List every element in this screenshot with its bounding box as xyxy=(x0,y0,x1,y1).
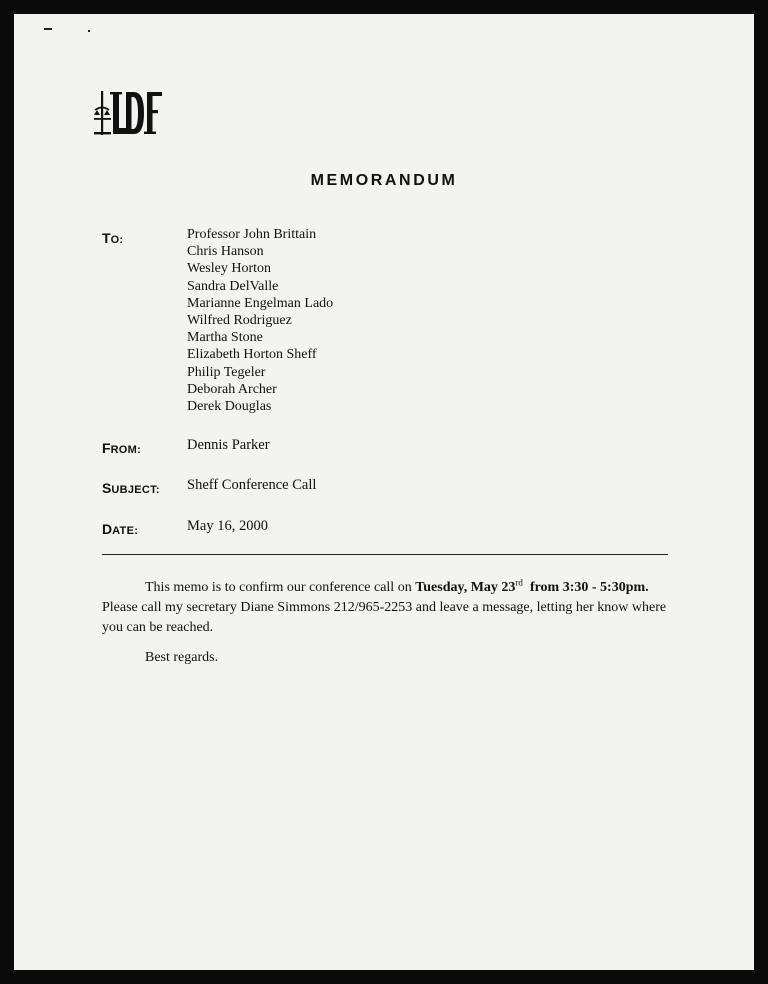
ordinal-suffix: rd xyxy=(515,577,523,588)
recipient: Chris Hanson xyxy=(187,244,264,260)
recipient: Philip Tegeler xyxy=(187,364,266,380)
recipient: Deborah Archer xyxy=(187,381,277,397)
document-page xyxy=(14,14,754,970)
from-value: Dennis Parker xyxy=(187,437,270,453)
memo-title: MEMORANDUM xyxy=(310,172,458,189)
recipient: Martha Stone xyxy=(187,330,263,346)
recipient: Wilfred Rodriguez xyxy=(187,313,292,329)
header-divider xyxy=(102,554,668,555)
scan-speck xyxy=(88,30,90,32)
from-label: FROM: xyxy=(102,440,142,456)
closing: Best regards. xyxy=(145,650,219,665)
scan-speck xyxy=(44,28,52,30)
recipient: Professor John Brittain xyxy=(187,227,317,242)
recipient: Sandra DelValle xyxy=(187,278,279,294)
recipient: Derek Douglas xyxy=(187,399,272,415)
to-label: TO: xyxy=(102,230,124,246)
meeting-date: Tuesday, May 23 xyxy=(415,580,516,595)
body-text-part: Please call my secretary Diane Simmons 212/965-2253 and leave a message, letting her know where you can be reached. xyxy=(102,600,667,635)
date-value: May 16, 2000 xyxy=(187,518,268,534)
ldf-logo xyxy=(94,88,164,140)
recipient-list xyxy=(187,226,333,415)
recipient: Marianne Engelman Lado xyxy=(187,295,334,311)
subject-value: Sheff Conference Call xyxy=(187,477,317,493)
subject-label: SUBJECT: xyxy=(102,480,160,496)
memo-body xyxy=(102,578,682,638)
recipient: Wesley Horton xyxy=(187,261,272,277)
body-text-part: This memo is to confirm our conference call on xyxy=(145,580,416,595)
meeting-time: from 3:30 - 5:30pm. xyxy=(522,580,649,595)
recipient: Elizabeth Horton Sheff xyxy=(187,347,317,363)
date-label: DATE: xyxy=(102,521,139,537)
